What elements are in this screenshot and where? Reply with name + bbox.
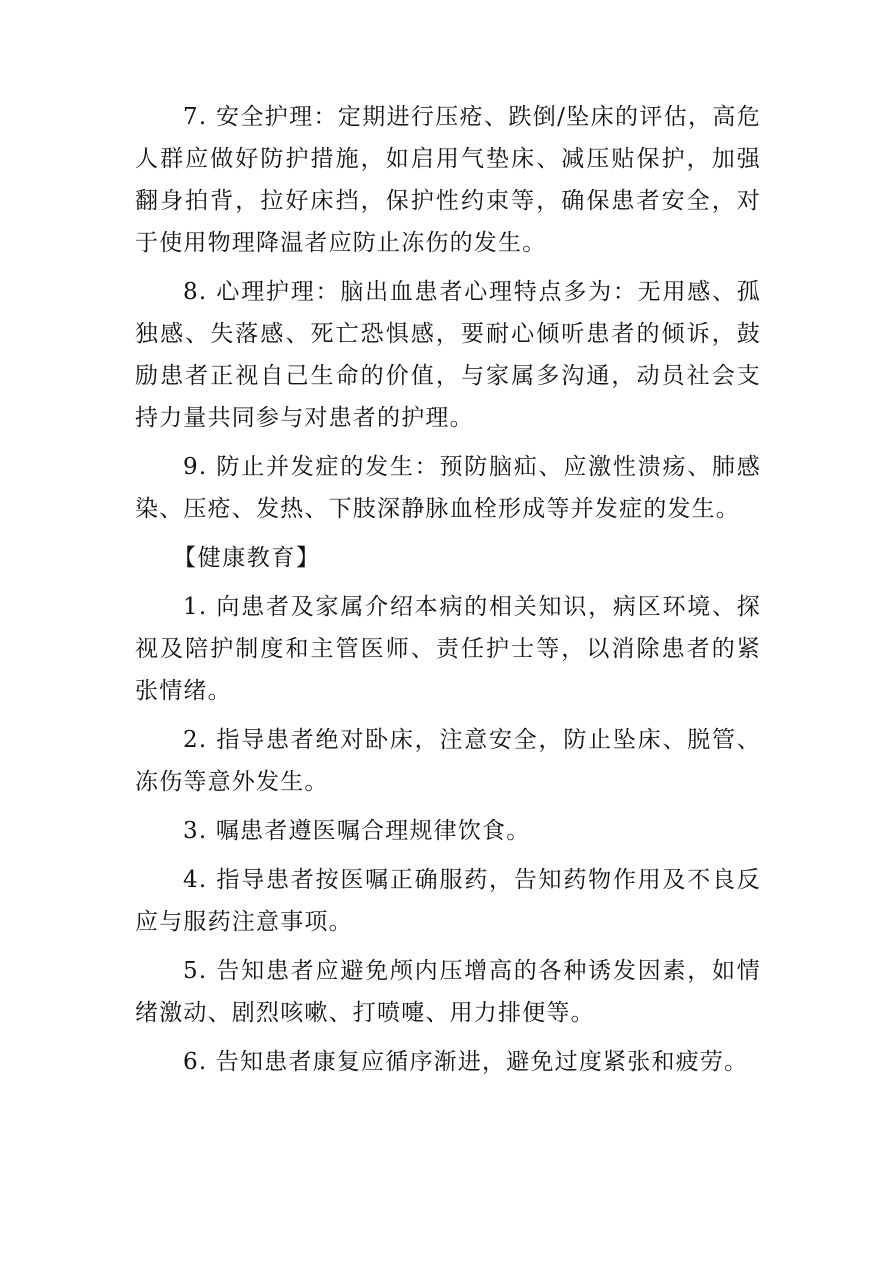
paragraph-psychological-care: 8. 心理护理：脑出血患者心理特点多为：无用感、孤独感、失落感、死亡恐惧感，要耐心倾听患者的倾诉，鼓励患者正视自己生命的价值，与家属多沟通，动员社会支持力量共同参与对患者的护理。 <box>135 279 761 431</box>
paragraph-education-item-5: 5. 告知患者应避免颅内压增高的各种诱发因素，如情绪激动、剧烈咳嗽、打喷嚏、用力排便等。 <box>135 958 761 1026</box>
paragraph-education-item-1: 1. 向患者及家属介绍本病的相关知识，病区环境、探视及陪护制度和主管医师、责任护士等，以消除患者的紧张情绪。 <box>135 594 761 704</box>
section-heading-health-education: 【健康教育】 <box>173 545 321 571</box>
paragraph-education-item-2: 2. 指导患者绝对卧床，注意安全，防止坠床、脱管、冻伤等意外发生。 <box>135 727 761 795</box>
paragraph-safety-care: 7. 安全护理：定期进行压疮、跌倒/坠床的评估，高危人群应做好防护措施，如启用气垫床、减压贴保护，加强翻身拍背，拉好床挡，保护性约束等，确保患者安全，对于使用物理降温者应防止冻伤的发生。 <box>135 104 761 256</box>
paragraph-education-item-6: 6. 告知患者康复应循序渐进，避免过度紧张和疲劳。 <box>183 1049 749 1075</box>
document-body <box>135 96 761 1090</box>
paragraph-education-item-4: 4. 指导患者按医嘱正确服药，告知药物作用及不良反应与服药注意事项。 <box>135 867 761 935</box>
paragraph-education-item-3: 3. 嘱患者遵医嘱合理规律饮食。 <box>183 818 531 844</box>
paragraph-complication-prevention: 9. 防止并发症的发生：预防脑疝、应激性溃疡、肺感染、压疮、发热、下肢深静脉血栓形成等并发症的发生。 <box>135 454 761 522</box>
